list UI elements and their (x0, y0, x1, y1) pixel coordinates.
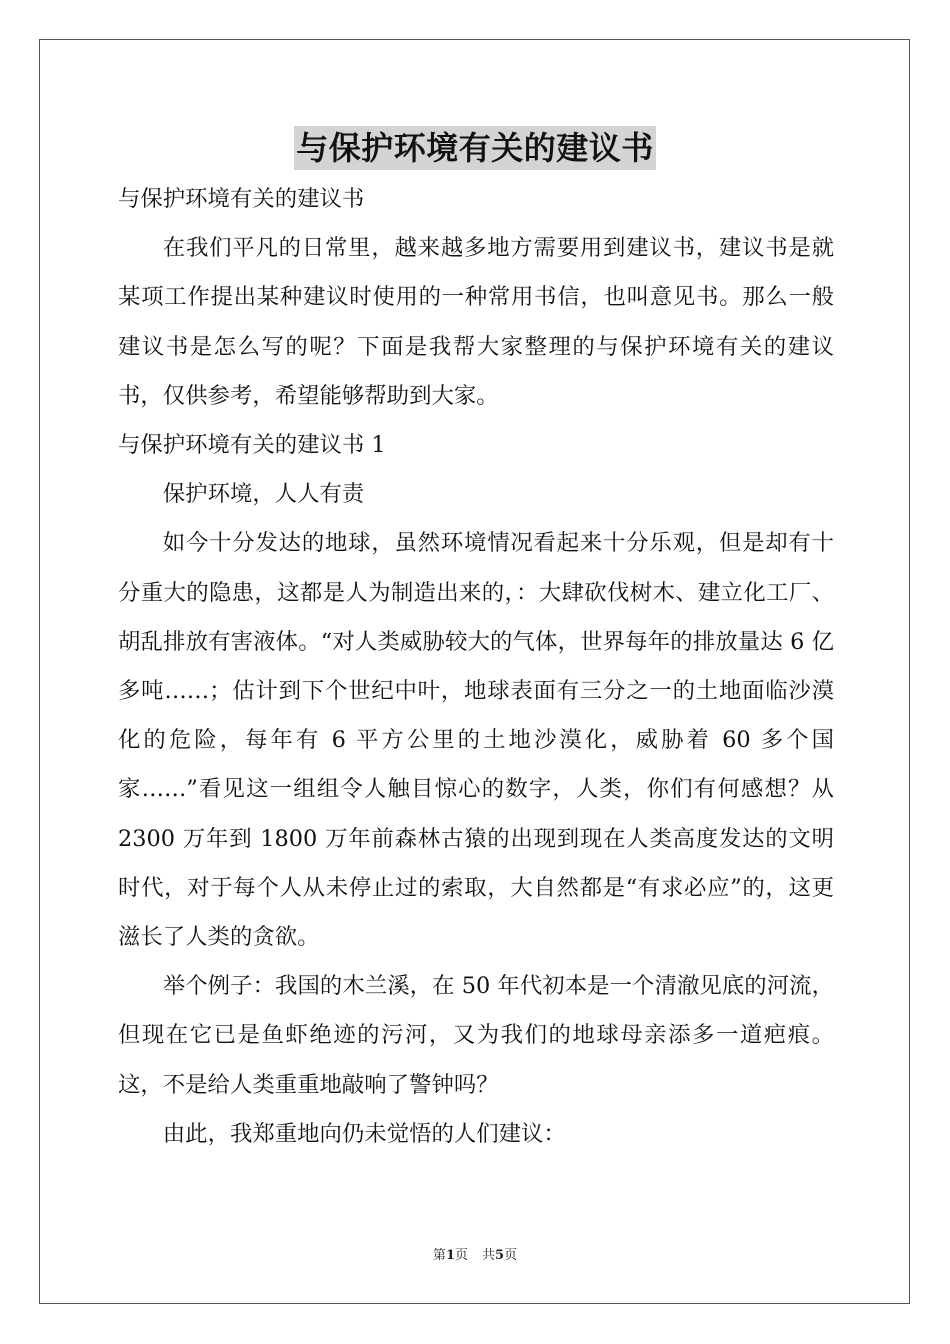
document-title: 与保护环境有关的建议书 (294, 126, 656, 170)
page-number-current: 1 (445, 1248, 455, 1263)
page-total: 5 (495, 1248, 505, 1263)
document-body (118, 175, 834, 1159)
page-total-prefix: 共 (482, 1248, 496, 1263)
page-total-suffix: 页 (504, 1248, 518, 1263)
page-footer (0, 1246, 950, 1266)
page-number-suffix: 页 (454, 1248, 468, 1263)
paragraph-body-1: 如今十分发达的地球，虽然环境情况看起来十分乐观，但是却有十分重大的隐患，这都是人为制造出来的，：大肆砍伐树木、建立化工厂、胡乱排放有害液体。“对人类威胁较大的气体，世界每年的排放量达 6 亿多吨……；估计到下个世纪中叶，地球表面有三分之一的土地面临沙漠化的危险，每年有 6 平方公里的土地沙漠化，威胁着 60 多个国家……”看见这一组组令人触目惊心的数字，人类，你们有何感想？从 2300 万年到 1800 万年前森林古猿的出现到现在人类高度发达的文明时代，对于每个人从未停止过的索取，大自然都是“有求必应”的，这更滋长了人类的贪欲。 (118, 530, 834, 951)
page-number-prefix: 第 (432, 1248, 446, 1263)
paragraph-intro: 在我们平凡的日常里，越来越多地方需要用到建议书，建议书是就某项工作提出某种建议时使用的一种常用书信，也叫意见书。那么一般建议书是怎么写的呢？下面是我帮大家整理的与保护环境有关的建议书，仅供参考，希望能够帮助到大家。 (118, 235, 834, 409)
paragraph-slogan: 保护环境，人人有责 (162, 481, 365, 508)
section-heading-1: 与保护环境有关的建议书 1 (118, 432, 386, 459)
paragraph-subtitle: 与保护环境有关的建议书 (118, 186, 365, 212)
paragraph-body-3: 由此，我郑重地向仍未觉悟的人们建议： (162, 1120, 566, 1147)
paragraph-body-2: 举个例子：我国的木兰溪，在 50 年代初本是一个清澈见底的河流，但现在它已是鱼虾绝迹的污河，又为我们的地球母亲添多一道疤痕。这，不是给人类重重地敲响了警钟吗？ (118, 973, 834, 1098)
title-container (0, 126, 950, 170)
